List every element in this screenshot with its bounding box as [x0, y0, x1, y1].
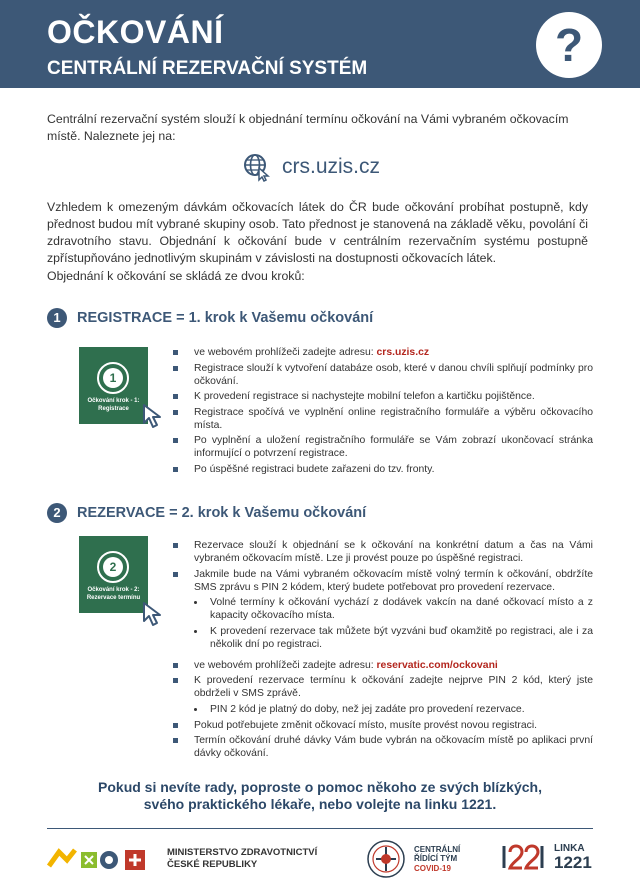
step2-badge	[79, 536, 148, 613]
ministry-name-line1: MINISTERSTVO ZDRAVOTNICTVÍ	[167, 847, 318, 858]
hotline-label: LINKA	[554, 843, 585, 854]
hotline-number[interactable]: 1221	[554, 853, 592, 872]
list-item: Registrace spočívá ve vyplnění online registračního formuláře a výběru očkovacího místa.	[173, 406, 593, 432]
list-subitem: Volné termíny k očkování vychází z dodávek vakcín na dané očkovací místo a z kapacity očkovacího místa.	[173, 596, 593, 622]
list-item: Registrace slouží k vytvoření databáze osob, které v danou chvíli splňují podmínky pro očkování.	[173, 362, 593, 388]
list-item: Pokud potřebujete změnit očkovací místo, musíte provést novou registraci.	[173, 719, 593, 732]
crt-name-line1: CENTRÁLNÍ	[414, 844, 461, 854]
reservation-link[interactable]: reservatic.com/ockovani	[376, 659, 498, 671]
list-item: Po vyplnění a uložení registračního formuláře se Vám zobrazí ukončovací stránka informující o potvrzení registrace.	[173, 434, 593, 460]
crt-name-line2: ŘÍDÍCÍ TÝM	[414, 854, 458, 864]
website-link-block[interactable]	[242, 150, 380, 184]
page-subtitle: CENTRÁLNÍ REZERVAČNÍ SYSTÉM	[47, 58, 368, 79]
step1-badge-caption-line1: Očkování krok - 1:	[87, 398, 140, 404]
list-item: Po úspěšné registraci budete zařazeni do tzv. fronty.	[173, 463, 593, 476]
step1-badge	[79, 347, 148, 424]
step2-list	[173, 539, 593, 763]
step1-number: 1	[47, 308, 67, 328]
step2-badge-caption-line2: Rezervace termínu	[86, 595, 141, 601]
help-notice-line2: svého praktického lékaře, nebo volejte na linku 1221.	[143, 796, 497, 812]
crt-logo	[366, 838, 460, 880]
header-banner	[0, 0, 640, 88]
registration-link[interactable]: crs.uzis.cz	[376, 347, 430, 358]
cursor-icon	[140, 601, 166, 627]
cursor-icon	[140, 403, 166, 429]
list-item: Termín očkování druhé dávky Vám bude vybrán na očkovacím místě po aplikaci první dávky očkování.	[173, 734, 593, 760]
steps-intro: Objednání k očkování se skládá ze dvou kroků:	[47, 269, 305, 283]
step1-badge-caption-line2: Registrace	[98, 406, 129, 412]
list-item: Rezervace slouží k objednání se k očkování na konkrétní datum a čas na Vámi vybraném očkovacím místě. Lze ji provést pouze po úspěšné registraci.	[173, 539, 593, 565]
globe-cursor-icon	[242, 152, 272, 182]
step1-badge-number: 1	[103, 368, 123, 388]
step2-number: 2	[47, 503, 67, 523]
list-subitem: PIN 2 kód je platný do doby, než jej zadáte pro provedení rezervace.	[173, 703, 593, 716]
step1-heading	[47, 308, 373, 328]
step2-badge-caption-line1: Očkování krok - 2:	[87, 587, 140, 593]
help-notice	[60, 779, 580, 813]
crt-emblem-icon	[366, 838, 406, 880]
question-icon: ?	[536, 12, 602, 78]
ministry-name-line2: ČESKÉ REPUBLIKY	[167, 859, 258, 870]
hotline-logo	[500, 842, 592, 872]
list-subitem: K provedení rezervace tak můžete být vyzváni buď okamžitě po registraci, ale i za několik dní po registraci.	[173, 625, 593, 651]
help-notice-line1: Pokud si nevíte rady, poproste o pomoc někoho ze svých blízkých,	[98, 779, 542, 795]
hotline-icon	[500, 842, 546, 872]
ministry-emblem-icon	[47, 846, 155, 872]
list-item: K provedení rezervace termínu k očkování zadejte nejprve PIN 2 kód, který jste obdrželi v SMS zprávě.	[173, 674, 593, 700]
step2-badge-number: 2	[103, 557, 123, 577]
bullet-square	[173, 350, 178, 355]
list-item: K provedení registrace si nachystejte mobilní telefon a kartičku pojištěnce.	[173, 390, 593, 403]
ministry-logo	[47, 846, 317, 872]
footer-divider	[47, 828, 593, 829]
step2-title: REZERVACE = 2. krok k Vašemu očkování	[77, 505, 367, 521]
list-item: ve webovém prohlížeči zadejte adresu: reservatic.com/ockovani	[173, 659, 593, 672]
step1-list	[173, 346, 593, 479]
website-url[interactable]: crs.uzis.cz	[282, 155, 381, 178]
step1-title: REGISTRACE = 1. krok k Vašemu očkování	[77, 310, 374, 326]
page-title: OČKOVÁNÍ	[47, 14, 224, 50]
list-item: Jakmile bude na Vámi vybraném očkovacím místě volný termín k očkování, obdržíte SMS zprávu s PIN 2 kódem, který budete potřebovat pro provedení rezervace.	[173, 568, 593, 594]
intro-paragraph: Centrální rezervační systém slouží k objednání termínu očkování na Vámi vybraném očkovacím místě. Naleznete jej na:	[47, 112, 569, 143]
info-paragraph: Vzhledem k omezeným dávkám očkovacích látek do ČR bude očkování probíhat postupně, kdy přednost budou mít vybrané skupiny osob. Tato přednost je stanovená na základě věku, povolání či zdravotního stavu. Objednání k očkování bude v centrálním rezervačním systému postupně zpřístupňováno jednotlivým skupinám v závislosti na dostupnosti očkovacích látek.	[47, 200, 588, 265]
list-item: ve webovém prohlížeči zadejte adresu: crs.uzis.cz	[173, 346, 593, 359]
step2-heading	[47, 503, 366, 523]
crt-name-line3: COVID-19	[414, 863, 451, 873]
